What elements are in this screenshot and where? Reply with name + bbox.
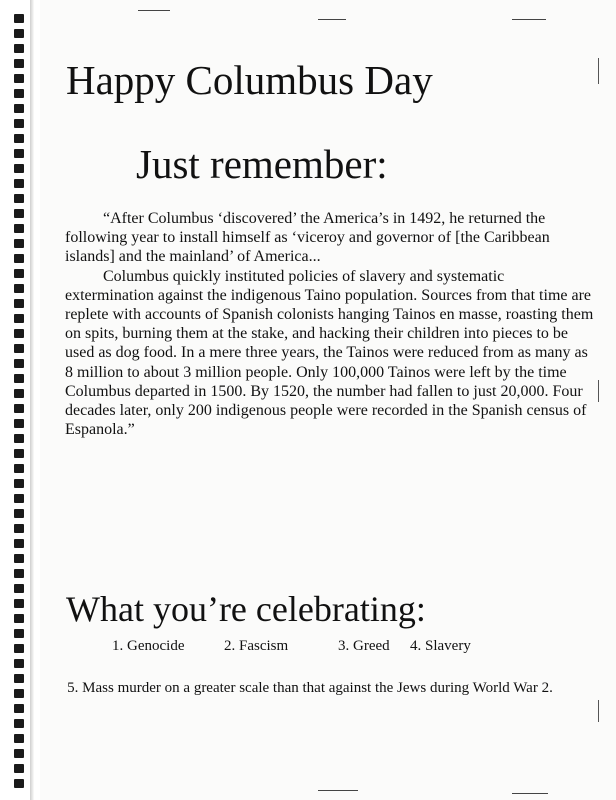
binding-hole (14, 539, 24, 548)
list-item: 2. Fascism (224, 638, 289, 654)
binding-hole (14, 629, 24, 638)
binding-hole (14, 584, 24, 593)
binding-hole (14, 149, 24, 158)
binding-hole (14, 554, 24, 563)
binding-hole (14, 134, 24, 143)
binding-hole (14, 329, 24, 338)
binding-hole (14, 614, 24, 623)
binding-hole (14, 644, 24, 653)
binding-hole (14, 209, 24, 218)
binding-hole (14, 599, 24, 608)
binding-hole (14, 59, 24, 68)
binding-hole (14, 344, 24, 353)
binding-hole (14, 284, 24, 293)
scan-mark (138, 10, 170, 11)
binding-hole (14, 104, 24, 113)
binding-hole (14, 164, 24, 173)
binding-hole (14, 269, 24, 278)
binding-hole (14, 359, 24, 368)
binding-hole (14, 479, 24, 488)
list-item: 3. Greed (338, 638, 390, 654)
binding-hole (14, 44, 24, 53)
quote-block (65, 209, 595, 439)
torn-edge (30, 0, 34, 800)
binding-hole (14, 434, 24, 443)
binding-hole (14, 749, 24, 758)
binding-hole (14, 689, 24, 698)
list-item-last: 5. Mass murder on a greater scale than that against the Jews during World War 2. (67, 680, 553, 696)
binding-hole (14, 659, 24, 668)
binding-hole (14, 29, 24, 38)
binding-hole (14, 704, 24, 713)
binding-hole (14, 299, 24, 308)
binding-hole (14, 719, 24, 728)
binding-hole (14, 524, 24, 533)
binding-hole (14, 674, 24, 683)
binding-hole (14, 239, 24, 248)
scan-mark (598, 380, 599, 402)
scan-mark (598, 700, 599, 722)
binding-hole (14, 119, 24, 128)
binding-hole (14, 764, 24, 773)
quote-paragraph: Columbus quickly instituted policies of slavery and systematic extermination against the indigenous Taino population. Sources from that time are replete with accounts of Spanish colonists hanging Tainos en masse, roasting them on spits, burning them at the stake, and hacking their children into pieces to be used as dog food. In a mere three years, the Tainos were reduced from as many as 8 million to about 3 million people. Only 100,000 Tainos were left by the time Columbus departed in 1500. By 1520, the number had fallen to just 20,000. Four decades later, only 200 indigenous people were recorded in the Spanish census of Espanola.” (65, 267, 594, 439)
scan-mark (512, 793, 548, 794)
binding-hole (14, 389, 24, 398)
binding-hole (14, 89, 24, 98)
binding-hole (14, 224, 24, 233)
binding-hole (14, 74, 24, 83)
celebrating-heading: What you’re celebrating: (66, 589, 426, 629)
spiral-binding (0, 0, 40, 800)
flyer-title: Happy Columbus Day (66, 57, 433, 103)
binding-hole (14, 179, 24, 188)
binding-hole (14, 779, 24, 788)
binding-hole (14, 404, 24, 413)
scan-mark (318, 790, 358, 791)
scan-mark (318, 19, 346, 20)
binding-hole (14, 494, 24, 503)
flyer-subtitle: Just remember: (136, 141, 388, 187)
quote-paragraph: “After Columbus ‘discovered’ the America’s in 1492, he returned the following year to install himself as ‘viceroy and governor of [the Caribbean islands] and the mainland’ of America... (65, 210, 550, 266)
list-item: 4. Slavery (410, 638, 471, 654)
binding-hole (14, 254, 24, 263)
binding-hole (14, 464, 24, 473)
binding-hole (14, 194, 24, 203)
binding-hole (14, 569, 24, 578)
binding-hole (14, 419, 24, 428)
binding-hole (14, 374, 24, 383)
scan-mark (512, 19, 546, 20)
binding-hole (14, 14, 24, 23)
list-item: 1. Genocide (112, 638, 185, 654)
binding-hole (14, 314, 24, 323)
binding-hole (14, 509, 24, 518)
binding-hole (14, 449, 24, 458)
binding-hole (14, 734, 24, 743)
